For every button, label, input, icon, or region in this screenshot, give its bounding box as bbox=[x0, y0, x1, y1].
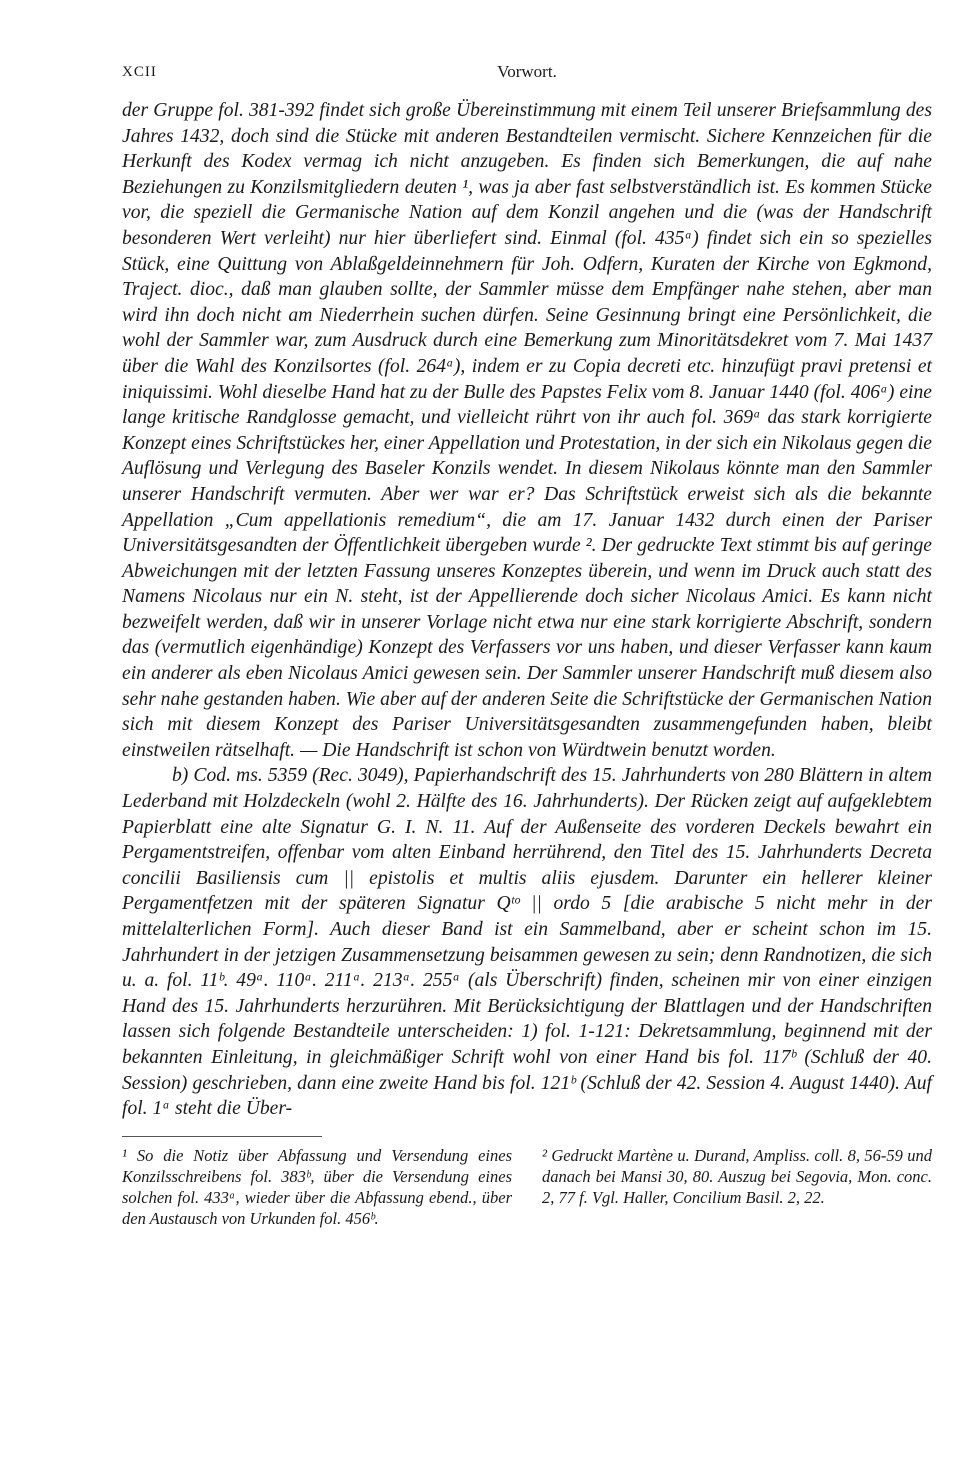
footnote-1: ¹ So die Notiz über Abfassung und Versendung eines Konzilsschreibens fol. 383ᵇ, über die Versendung eines solchen fol. 433ᵃ, wieder über die Abfassung ebend., über den Austausch von Urkunden fol. 456ᵇ. bbox=[122, 1145, 512, 1228]
running-title: Vorwort. bbox=[497, 62, 557, 81]
book-page bbox=[122, 58, 932, 1229]
page-number: XCII bbox=[122, 64, 157, 80]
footnote-rule bbox=[122, 1136, 322, 1137]
footnotes bbox=[122, 1145, 932, 1229]
paragraph-continuation: der Gruppe fol. 381-392 findet sich große Übereinstimmung mit einem Teil unserer Briefsammlung des Jahres 1432, doch sind die Stücke mit anderen Bestandteilen vermischt. Sichere Kennzeichen für die Herkunft des Kodex vermag ich nicht anzugeben. Es finden sich Bemerkungen, die auf nahe Beziehungen zu Konzilsmitgliedern deuten ¹, was ja aber fast selbstverständlich ist. Es kommen Stücke vor, die speziell die Germanische Nation auf dem Konzil angehen und die (was der Handschrift besonderen Wert verleiht) nur hier überliefert sind. Einmal (fol. 435ᵃ) findet sich ein so spezielles Stück, eine Quittung von Ablaßgeldeinnehmern für Joh. Odfern, Kuraten der Kirche von Egkmond, Traject. dioc., daß man glauben sollte, der Sammler müsse dem Empfänger nahe stehen, aber man wird ihn doch nicht am Niederrhein suchen dürfen. Seine Gesinnung bringt eine Persönlichkeit, die wohl der Sammler war, zum Ausdruck durch eine Bemerkung zum Minoritätsdekret vom 7. Mai 1437 über die Wahl des Konzilsortes (fol. 264ᵃ), indem er zu Copia decreti etc. hinzufügt pravi pretensi et iniquissimi. Wohl dieselbe Hand hat zu der Bulle des Papstes Felix vom 8. Januar 1440 (fol. 406ᵃ) eine lange kritische Randglosse gemacht, und vielleicht rührt von ihr auch fol. 369ᵃ das stark korrigierte Konzept eines Schriftstückes her, einer Appellation und Protestation, in der sich ein Nikolaus gegen die Auflösung und Verlegung des Baseler Konzils wendet. In diesem Nikolaus könnte man den Sammler unserer Handschrift vermuten. Aber wer war er? Das Schriftstück erweist sich als die bekannte Appellation „Cum appellationis remedium“, die am 17. Januar 1432 durch einen der Pariser Universitätsgesandten der Öffentlichkeit übergeben wurde ². Der gedruckte Text stimmt bis auf geringe Abweichungen mit der letzten Fassung unseres Konzeptes überein, und wenn im Druck auch statt des Namens Nicolaus nur ein N. steht, ist der Appellierende doch sicher Nicolaus Amici. Es kann nicht bezweifelt werden, daß wir in unserer Vorlage nicht etwa nur eine stark korrigierte Abschrift, sondern das (vermutlich eigenhändige) Konzept des Verfassers vor uns haben, und dieser Verfasser kann kaum ein anderer als eben Nicolaus Amici gewesen sein. Der Sammler unserer Handschrift muß diesem also sehr nahe gestanden haben. Wie aber auf der anderen Seite die Schriftstücke der Germanischen Nation sich mit diesem Konzept des Pariser Universitätsgesandten zusammengefunden haben, bleibt einstweilen rätselhaft. — Die Handschrift ist schon von Würdtwein benutzt worden. bbox=[122, 100, 932, 761]
footnote-2: ² Gedruckt Martène u. Durand, Ampliss. coll. 8, 56-59 und danach bei Mansi 30, 80. Auszug bei Segovia, Mon. conc. 2, 77 f. Vgl. Haller, Concilium Basil. 2, 22. bbox=[542, 1145, 932, 1207]
main-text bbox=[122, 98, 932, 1122]
paragraph-codex-b: b) Cod. ms. 5359 (Rec. 3049), Papierhandschrift des 15. Jahrhunderts von 280 Blättern in altem Lederband mit Holzdeckeln (wohl 2. Hälfte des 16. Jahrhunderts). Der Rücken zeigt auf aufgeklebtem Papierblatt eine alte Signatur G. I. N. 11. Auf der Außenseite des vorderen Deckels bewahrt ein Pergamentstreifen, offenbar vom alten Einband herrührend, den Titel des 15. Jahrhunderts Decreta concilii Basiliensis cum || epistolis et multis aliis ejusdem. Darunter ein hellerer kleiner Pergamentfetzen mit der späteren Signatur Qᵗᵒ || ordo 5 [die arabische 5 nicht mehr in der mittelalterlichen Form]. Auch dieser Band ist ein Sammelband, aber er scheint schon im 15. Jahrhundert in der jetzigen Zusammensetzung beisammen gewesen zu sein; denn Randnotizen, die sich u. a. fol. 11ᵇ. 49ᵃ. 110ᵃ. 211ᵃ. 213ᵃ. 255ᵃ (als Überschrift) finden, scheinen mir von einer einzigen Hand des 15. Jahrhunderts herzurühren. Mit Berücksichtigung der Blattlagen und der Handschriften lassen sich folgende Bestandteile unterscheiden: 1) fol. 1-121: Dekretsammlung, beginnend mit der bekannten Einleitung, in gleichmäßiger Schrift wohl von einer Hand bis fol. 117ᵇ (Schluß der 40. Session) geschrieben, dann eine zweite Hand bis fol. 121ᵇ (Schluß der 42. Session 4. August 1440). Auf fol. 1ᵃ steht die Über- bbox=[122, 765, 932, 1120]
page-header bbox=[122, 58, 932, 88]
